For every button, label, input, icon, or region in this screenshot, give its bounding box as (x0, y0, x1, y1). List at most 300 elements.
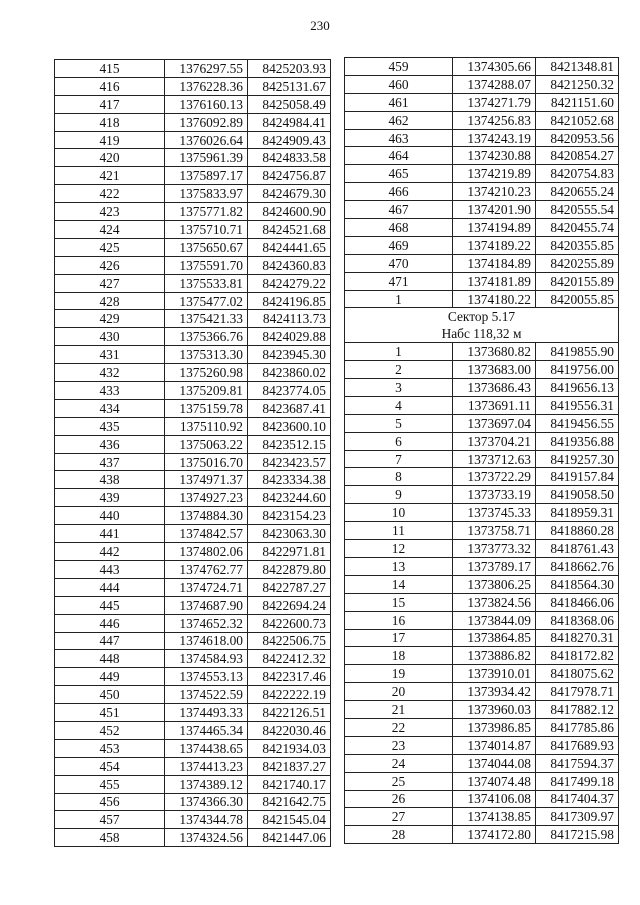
table-row (55, 113, 331, 131)
point-number: 5 (345, 414, 453, 432)
point-number: 422 (55, 185, 165, 203)
x-coordinate: 1374324.56 (165, 829, 248, 847)
table-row (55, 704, 331, 722)
table-row (55, 238, 331, 256)
point-number: 444 (55, 578, 165, 596)
x-coordinate: 1373704.21 (453, 432, 536, 450)
x-coordinate: 1375063.22 (165, 435, 248, 453)
point-number: 23 (345, 736, 453, 754)
table-row (55, 256, 331, 274)
y-coordinate: 8418466.06 (536, 593, 619, 611)
point-number: 420 (55, 149, 165, 167)
point-number: 423 (55, 203, 165, 221)
y-coordinate: 8421250.32 (536, 75, 619, 93)
x-coordinate: 1374344.78 (165, 811, 248, 829)
point-number: 470 (345, 254, 453, 272)
table-row (55, 417, 331, 435)
point-number: 428 (55, 292, 165, 310)
point-number: 429 (55, 310, 165, 328)
point-number: 7 (345, 450, 453, 468)
y-coordinate: 8417594.37 (536, 754, 619, 772)
y-coordinate: 8420953.56 (536, 129, 619, 147)
x-coordinate: 1373683.00 (453, 361, 536, 379)
y-coordinate: 8417689.93 (536, 736, 619, 754)
table-row (345, 575, 619, 593)
y-coordinate: 8423154.23 (248, 507, 331, 525)
table-row (345, 129, 619, 147)
x-coordinate: 1374256.83 (453, 111, 536, 129)
x-coordinate: 1374044.08 (453, 754, 536, 772)
x-coordinate: 1374652.32 (165, 614, 248, 632)
point-number: 464 (345, 147, 453, 165)
table-row (345, 165, 619, 183)
y-coordinate: 8419456.55 (536, 414, 619, 432)
table-row (55, 435, 331, 453)
table-row (345, 718, 619, 736)
point-number: 12 (345, 540, 453, 558)
point-number: 17 (345, 629, 453, 647)
table-row (55, 775, 331, 793)
x-coordinate: 1373910.01 (453, 665, 536, 683)
point-number: 435 (55, 417, 165, 435)
point-number: 20 (345, 683, 453, 701)
point-number: 1 (345, 290, 453, 308)
x-coordinate: 1373712.63 (453, 450, 536, 468)
x-coordinate: 1376228.36 (165, 77, 248, 95)
y-coordinate: 8425058.49 (248, 95, 331, 113)
y-coordinate: 8419756.00 (536, 361, 619, 379)
x-coordinate: 1374288.07 (453, 75, 536, 93)
point-number: 434 (55, 399, 165, 417)
table-row (55, 77, 331, 95)
x-coordinate: 1373686.43 (453, 379, 536, 397)
table-row (345, 736, 619, 754)
x-coordinate: 1374230.88 (453, 147, 536, 165)
y-coordinate: 8424984.41 (248, 113, 331, 131)
coordinates-table-left (54, 59, 331, 847)
point-number: 6 (345, 432, 453, 450)
point-number: 454 (55, 757, 165, 775)
point-number: 446 (55, 614, 165, 632)
table-row (345, 450, 619, 468)
table-row (55, 829, 331, 847)
y-coordinate: 8418075.62 (536, 665, 619, 683)
table-row (345, 701, 619, 719)
point-number: 4 (345, 396, 453, 414)
x-coordinate: 1375110.92 (165, 417, 248, 435)
point-number: 431 (55, 346, 165, 364)
point-number: 455 (55, 775, 165, 793)
point-number: 442 (55, 543, 165, 561)
x-coordinate: 1374194.89 (453, 219, 536, 237)
y-coordinate: 8422412.32 (248, 650, 331, 668)
y-coordinate: 8419356.88 (536, 432, 619, 450)
x-coordinate: 1375771.82 (165, 203, 248, 221)
y-coordinate: 8419257.30 (536, 450, 619, 468)
point-number: 450 (55, 686, 165, 704)
x-coordinate: 1374493.33 (165, 704, 248, 722)
table-row (55, 596, 331, 614)
point-number: 438 (55, 471, 165, 489)
y-coordinate: 8421151.60 (536, 93, 619, 111)
sector-height: Набс 118,32 м (345, 325, 619, 342)
y-coordinate: 8423423.57 (248, 453, 331, 471)
table-row (55, 739, 331, 757)
x-coordinate: 1373844.09 (453, 611, 536, 629)
y-coordinate: 8421447.06 (248, 829, 331, 847)
point-number: 18 (345, 647, 453, 665)
point-number: 417 (55, 95, 165, 113)
table-row (55, 650, 331, 668)
point-number: 28 (345, 826, 453, 844)
table-row (345, 540, 619, 558)
point-number: 1 (345, 343, 453, 361)
point-number: 433 (55, 382, 165, 400)
table-row (345, 772, 619, 790)
x-coordinate: 1374106.08 (453, 790, 536, 808)
sector-header-row (345, 325, 619, 342)
y-coordinate: 8424360.83 (248, 256, 331, 274)
table-row (55, 221, 331, 239)
point-number: 3 (345, 379, 453, 397)
table-row (55, 95, 331, 113)
table-row (55, 578, 331, 596)
table-row (345, 522, 619, 540)
table-row (55, 328, 331, 346)
table-row (55, 686, 331, 704)
point-number: 430 (55, 328, 165, 346)
table-row (55, 560, 331, 578)
y-coordinate: 8418959.31 (536, 504, 619, 522)
x-coordinate: 1375961.39 (165, 149, 248, 167)
table-row (55, 131, 331, 149)
point-number: 19 (345, 665, 453, 683)
y-coordinate: 8422126.51 (248, 704, 331, 722)
y-coordinate: 8423600.10 (248, 417, 331, 435)
x-coordinate: 1375897.17 (165, 167, 248, 185)
y-coordinate: 8420555.54 (536, 201, 619, 219)
table-row (345, 254, 619, 272)
point-number: 2 (345, 361, 453, 379)
y-coordinate: 8422600.73 (248, 614, 331, 632)
table-row (55, 60, 331, 78)
point-number: 25 (345, 772, 453, 790)
x-coordinate: 1373680.82 (453, 343, 536, 361)
x-coordinate: 1374762.77 (165, 560, 248, 578)
y-coordinate: 8424756.87 (248, 167, 331, 185)
point-number: 466 (345, 183, 453, 201)
y-coordinate: 8420655.24 (536, 183, 619, 201)
x-coordinate: 1373864.85 (453, 629, 536, 647)
x-coordinate: 1375710.71 (165, 221, 248, 239)
point-number: 456 (55, 793, 165, 811)
y-coordinate: 8421642.75 (248, 793, 331, 811)
y-coordinate: 8417882.12 (536, 701, 619, 719)
y-coordinate: 8422222.19 (248, 686, 331, 704)
x-coordinate: 1373733.19 (453, 486, 536, 504)
point-number: 457 (55, 811, 165, 829)
x-coordinate: 1374971.37 (165, 471, 248, 489)
x-coordinate: 1373886.82 (453, 647, 536, 665)
table-row (345, 396, 619, 414)
y-coordinate: 8424679.30 (248, 185, 331, 203)
y-coordinate: 8423512.15 (248, 435, 331, 453)
y-coordinate: 8419556.31 (536, 396, 619, 414)
sector-header-row (345, 308, 619, 325)
y-coordinate: 8423945.30 (248, 346, 331, 364)
x-coordinate: 1374181.89 (453, 272, 536, 290)
x-coordinate: 1374180.22 (453, 290, 536, 308)
x-coordinate: 1374138.85 (453, 808, 536, 826)
x-coordinate: 1374389.12 (165, 775, 248, 793)
x-coordinate: 1373934.42 (453, 683, 536, 701)
y-coordinate: 8419656.13 (536, 379, 619, 397)
point-number: 27 (345, 808, 453, 826)
table-row (55, 811, 331, 829)
x-coordinate: 1374271.79 (453, 93, 536, 111)
x-coordinate: 1376297.55 (165, 60, 248, 78)
table-row (55, 721, 331, 739)
table-row (55, 364, 331, 382)
table-row (55, 757, 331, 775)
y-coordinate: 8422317.46 (248, 668, 331, 686)
y-coordinate: 8417215.98 (536, 826, 619, 844)
point-number: 460 (345, 75, 453, 93)
y-coordinate: 8425203.93 (248, 60, 331, 78)
point-number: 459 (345, 58, 453, 76)
y-coordinate: 8418368.06 (536, 611, 619, 629)
table-row (345, 665, 619, 683)
table-row (345, 790, 619, 808)
point-number: 458 (55, 829, 165, 847)
point-number: 424 (55, 221, 165, 239)
point-number: 467 (345, 201, 453, 219)
y-coordinate: 8418761.43 (536, 540, 619, 558)
x-coordinate: 1375016.70 (165, 453, 248, 471)
y-coordinate: 8421740.17 (248, 775, 331, 793)
x-coordinate: 1374687.90 (165, 596, 248, 614)
coordinates-table-right (344, 57, 619, 844)
y-coordinate: 8422879.80 (248, 560, 331, 578)
x-coordinate: 1374584.93 (165, 650, 248, 668)
table-row (345, 683, 619, 701)
point-number: 416 (55, 77, 165, 95)
point-number: 471 (345, 272, 453, 290)
y-coordinate: 8421837.27 (248, 757, 331, 775)
y-coordinate: 8420355.85 (536, 236, 619, 254)
table-row (55, 292, 331, 310)
y-coordinate: 8424521.68 (248, 221, 331, 239)
x-coordinate: 1373697.04 (453, 414, 536, 432)
point-number: 16 (345, 611, 453, 629)
point-number: 447 (55, 632, 165, 650)
table-row (345, 361, 619, 379)
x-coordinate: 1375159.78 (165, 399, 248, 417)
y-coordinate: 8423244.60 (248, 489, 331, 507)
y-coordinate: 8419855.90 (536, 343, 619, 361)
table-row (345, 290, 619, 308)
y-coordinate: 8417785.86 (536, 718, 619, 736)
y-coordinate: 8418860.28 (536, 522, 619, 540)
table-row (55, 632, 331, 650)
point-number: 469 (345, 236, 453, 254)
table-row (345, 557, 619, 575)
y-coordinate: 8419157.84 (536, 468, 619, 486)
x-coordinate: 1373691.11 (453, 396, 536, 414)
point-number: 415 (55, 60, 165, 78)
x-coordinate: 1374438.65 (165, 739, 248, 757)
point-number: 9 (345, 486, 453, 504)
x-coordinate: 1376092.89 (165, 113, 248, 131)
table-row (55, 793, 331, 811)
x-coordinate: 1374413.23 (165, 757, 248, 775)
table-row (345, 75, 619, 93)
table-row (55, 668, 331, 686)
point-number: 453 (55, 739, 165, 757)
table-row (55, 399, 331, 417)
table-row (345, 272, 619, 290)
table-row (345, 58, 619, 76)
table-row (345, 183, 619, 201)
y-coordinate: 8422694.24 (248, 596, 331, 614)
point-number: 10 (345, 504, 453, 522)
point-number: 468 (345, 219, 453, 237)
table-row (345, 593, 619, 611)
x-coordinate: 1374201.90 (453, 201, 536, 219)
table-row (345, 808, 619, 826)
y-coordinate: 8424600.90 (248, 203, 331, 221)
point-number: 452 (55, 721, 165, 739)
table-row (55, 274, 331, 292)
x-coordinate: 1373745.33 (453, 504, 536, 522)
table-row (345, 343, 619, 361)
point-number: 448 (55, 650, 165, 668)
table-row (55, 149, 331, 167)
x-coordinate: 1374553.13 (165, 668, 248, 686)
point-number: 445 (55, 596, 165, 614)
y-coordinate: 8417978.71 (536, 683, 619, 701)
x-coordinate: 1374189.22 (453, 236, 536, 254)
x-coordinate: 1375313.30 (165, 346, 248, 364)
table-row (345, 379, 619, 397)
y-coordinate: 8423774.05 (248, 382, 331, 400)
x-coordinate: 1373773.32 (453, 540, 536, 558)
point-number: 461 (345, 93, 453, 111)
point-number: 427 (55, 274, 165, 292)
y-coordinate: 8424833.58 (248, 149, 331, 167)
point-number: 8 (345, 468, 453, 486)
table-row (55, 203, 331, 221)
y-coordinate: 8421348.81 (536, 58, 619, 76)
y-coordinate: 8423334.38 (248, 471, 331, 489)
y-coordinate: 8418270.31 (536, 629, 619, 647)
y-coordinate: 8424279.22 (248, 274, 331, 292)
x-coordinate: 1375421.33 (165, 310, 248, 328)
table-row (55, 310, 331, 328)
table-row (55, 614, 331, 632)
y-coordinate: 8422971.81 (248, 543, 331, 561)
x-coordinate: 1373806.25 (453, 575, 536, 593)
x-coordinate: 1374014.87 (453, 736, 536, 754)
table-row (345, 647, 619, 665)
point-number: 463 (345, 129, 453, 147)
y-coordinate: 8421934.03 (248, 739, 331, 757)
x-coordinate: 1375366.76 (165, 328, 248, 346)
x-coordinate: 1374927.23 (165, 489, 248, 507)
y-coordinate: 8424441.65 (248, 238, 331, 256)
y-coordinate: 8423063.30 (248, 525, 331, 543)
x-coordinate: 1374172.80 (453, 826, 536, 844)
y-coordinate: 8422506.75 (248, 632, 331, 650)
point-number: 451 (55, 704, 165, 722)
x-coordinate: 1374366.30 (165, 793, 248, 811)
x-coordinate: 1374724.71 (165, 578, 248, 596)
table-row (345, 236, 619, 254)
y-coordinate: 8423860.02 (248, 364, 331, 382)
table-row (345, 219, 619, 237)
y-coordinate: 8417309.97 (536, 808, 619, 826)
table-row (345, 468, 619, 486)
table-row (345, 201, 619, 219)
point-number: 443 (55, 560, 165, 578)
x-coordinate: 1373722.29 (453, 468, 536, 486)
y-coordinate: 8421545.04 (248, 811, 331, 829)
y-coordinate: 8421052.68 (536, 111, 619, 129)
table-row (345, 504, 619, 522)
table-row (345, 93, 619, 111)
point-number: 426 (55, 256, 165, 274)
x-coordinate: 1373960.03 (453, 701, 536, 719)
x-coordinate: 1374884.30 (165, 507, 248, 525)
x-coordinate: 1375477.02 (165, 292, 248, 310)
y-coordinate: 8423687.41 (248, 399, 331, 417)
y-coordinate: 8420854.27 (536, 147, 619, 165)
y-coordinate: 8424029.88 (248, 328, 331, 346)
point-number: 441 (55, 525, 165, 543)
point-number: 432 (55, 364, 165, 382)
y-coordinate: 8420255.89 (536, 254, 619, 272)
y-coordinate: 8419058.50 (536, 486, 619, 504)
point-number: 440 (55, 507, 165, 525)
point-number: 14 (345, 575, 453, 593)
table-row (55, 167, 331, 185)
y-coordinate: 8422030.46 (248, 721, 331, 739)
table-row (55, 543, 331, 561)
y-coordinate: 8418172.82 (536, 647, 619, 665)
table-row (55, 382, 331, 400)
table-row (55, 525, 331, 543)
x-coordinate: 1374210.23 (453, 183, 536, 201)
x-coordinate: 1373986.85 (453, 718, 536, 736)
y-coordinate: 8424196.85 (248, 292, 331, 310)
x-coordinate: 1374305.66 (453, 58, 536, 76)
point-number: 21 (345, 701, 453, 719)
x-coordinate: 1375650.67 (165, 238, 248, 256)
y-coordinate: 8420155.89 (536, 272, 619, 290)
table-row (345, 147, 619, 165)
y-coordinate: 8420455.74 (536, 219, 619, 237)
x-coordinate: 1376026.64 (165, 131, 248, 149)
table-row (345, 414, 619, 432)
x-coordinate: 1373824.56 (453, 593, 536, 611)
x-coordinate: 1375260.98 (165, 364, 248, 382)
point-number: 419 (55, 131, 165, 149)
point-number: 26 (345, 790, 453, 808)
point-number: 418 (55, 113, 165, 131)
point-number: 421 (55, 167, 165, 185)
x-coordinate: 1376160.13 (165, 95, 248, 113)
y-coordinate: 8417404.37 (536, 790, 619, 808)
